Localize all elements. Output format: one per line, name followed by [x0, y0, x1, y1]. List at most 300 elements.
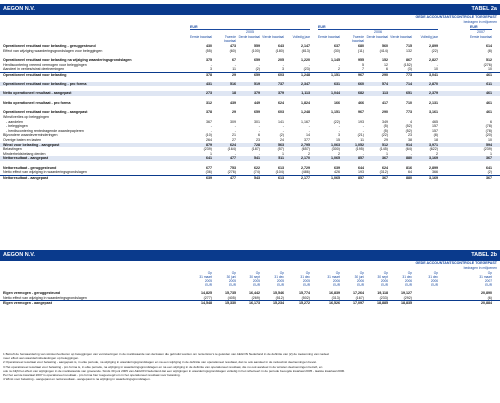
column-header-line: EUR — [431, 283, 438, 287]
row-label: - beleggingen — [6, 124, 28, 129]
company-name: AEGON N.V. — [3, 6, 35, 12]
table-cell: 622 — [254, 165, 260, 170]
table-cell: (164) — [227, 147, 236, 152]
table-cell: 290 — [382, 110, 388, 115]
table-cell: (414) — [379, 48, 388, 53]
table-cell: 15,774 — [299, 291, 310, 295]
table-cell: (300) — [331, 147, 340, 152]
table-cell: 603 — [278, 110, 284, 115]
table-cell: 15,546 — [273, 291, 284, 295]
table-cell: 3,169 — [429, 156, 438, 161]
table-cell: - — [282, 62, 284, 67]
table-cell: 29 — [384, 137, 388, 142]
table-cell: 21 — [232, 133, 236, 138]
table-cell: 38 — [408, 137, 412, 142]
table-cell: 367 — [486, 176, 492, 181]
table-cell: 378 — [206, 110, 212, 115]
table-cell: 955 — [358, 58, 364, 63]
table-cell: 367 — [382, 156, 388, 161]
table-cell: 624 — [278, 100, 284, 105]
table-cell: 1,824 — [301, 100, 310, 105]
table-cell: (195) — [355, 147, 364, 152]
table-cell: 477 — [230, 176, 236, 181]
table-cell: 20,890 — [481, 291, 492, 295]
row-label: Netto effect van wijziging in waarderingsgrondslagen — [3, 295, 87, 300]
table-cell: 377 — [304, 137, 310, 142]
table-title: GEDE ACCOUNTANTSCONTROLE TOEGEPAST — [415, 15, 497, 19]
table-cell: 816 — [406, 165, 412, 170]
table-cell: 682 — [358, 91, 364, 96]
table-cell: (239) — [483, 147, 492, 152]
table-cell: 15,272 — [299, 301, 310, 306]
table-cell: 613 — [278, 176, 284, 181]
column-header: Eerste kwartaal — [190, 35, 212, 39]
table-cell: 880 — [406, 156, 412, 161]
table-cell: (5) — [383, 124, 388, 129]
table-cell: 559 — [254, 44, 260, 48]
column-header-line: 30 sept — [377, 275, 388, 279]
column-header — [318, 271, 340, 287]
table-a-subheading — [0, 15, 500, 25]
table-cell: (8) — [433, 133, 438, 138]
column-header-line: Op — [305, 271, 310, 275]
table-cell: 16,442 — [249, 291, 260, 295]
table-cell: 426 — [334, 170, 340, 175]
table-cell: - — [234, 124, 236, 129]
table-cell: 512 — [486, 58, 492, 63]
table-cell: 7 — [362, 67, 364, 72]
table-cell: 309 — [230, 119, 236, 124]
table-cell: 312 — [206, 100, 212, 105]
table-cell: 64 — [408, 170, 412, 175]
unit-note: bedragen in miljoenen — [463, 266, 497, 270]
column-header-line: 2005 — [302, 279, 310, 283]
row-label: - herdiscontering rentedragende waardepapieren — [6, 128, 84, 133]
table-cell: (10) — [205, 133, 212, 138]
table-a-header — [0, 4, 500, 15]
year-label: 2005 — [246, 30, 254, 34]
column-header-line: 2006 — [332, 279, 340, 283]
table-cell: (502) — [301, 295, 310, 300]
table-cell: 461 — [486, 110, 492, 115]
table-cell: 1 — [282, 151, 284, 156]
table-cell: 461 — [486, 91, 492, 96]
table-cell: - — [234, 128, 236, 133]
table-cell: (2) — [255, 67, 260, 72]
table-cell: 857 — [358, 156, 364, 161]
table-cell: 728 — [254, 142, 260, 147]
table-cell: - — [258, 124, 260, 129]
table-cell: - — [210, 128, 212, 133]
column-header — [342, 271, 364, 287]
table-cell: 651 — [406, 91, 412, 96]
table-cell: - — [210, 62, 212, 67]
table-cell: 141 — [278, 119, 284, 124]
table-cell: (292) — [403, 295, 412, 300]
row-label: Operationeel resultaat voor belasting - geruggesteund — [3, 44, 96, 48]
row-label: Operationeel resultaat voor belasting - pro forma — [3, 81, 87, 86]
column-header-line: EUR — [277, 283, 284, 287]
footnote-line: Per het eerste kwartaal 2007 is operationeel resultaat - pro forma hier toegevoegd om in het operationeel resultaat voor belasting. — [3, 373, 181, 378]
table-cell: 857 — [358, 176, 364, 181]
table-cell: 641 — [206, 156, 212, 161]
column-header-line: 2005 — [228, 279, 236, 283]
table-cell: (486) — [301, 170, 310, 175]
table-cell: 113 — [382, 91, 388, 96]
row-label: Winst voor belasting - aangepast — [3, 142, 60, 147]
table-cell: 367 — [486, 156, 492, 161]
table-cell: 379 — [254, 91, 260, 96]
table-cell: 3 — [282, 67, 284, 72]
table-cell: 14,548 — [201, 301, 212, 306]
row-label: Netto operationeel resultaat - pro forma — [3, 100, 71, 105]
footnote-line: 3 Het operationeel resultaat voor belasting - pro forma is, in elke periode, na wijziging in waarderingsgrondslagen en na een wijziging in de definitie van operationeel resultaat, die nu ook aandeel in de winsten deelnemingen betreft, en — [3, 364, 323, 369]
table-cell: (512) — [275, 295, 284, 300]
table-cell: 461 — [486, 100, 492, 105]
column-header-line: Op — [279, 271, 284, 275]
table-title: GEDE ACCOUNTANTSCONTROLE TOEGEPAST — [415, 261, 497, 265]
table-cell: 1 — [490, 151, 492, 156]
table-cell: 1,065 — [331, 176, 340, 181]
table-cell: 205 — [278, 58, 284, 63]
row-label: Nettoresultaat - aangepast — [3, 176, 49, 181]
column-header-line: 2006 — [404, 279, 412, 283]
table-cell: 19,118 — [377, 291, 388, 295]
table-cell: 1 — [210, 151, 212, 156]
table-cell: 773 — [406, 72, 412, 77]
table-cell: 714 — [406, 81, 412, 86]
table-cell: (30) — [333, 48, 340, 53]
table-cell: - — [258, 128, 260, 133]
row-label: Herdiscontering vreemd vermogen voor beleggingen — [3, 62, 87, 67]
table-cell: (55) — [205, 48, 212, 53]
table-cell: 461 — [486, 72, 492, 77]
column-header — [214, 271, 236, 287]
table-cell: 367 — [382, 176, 388, 181]
column-header-line: EUR — [381, 283, 388, 287]
footnote-line: ook nu blijft het effect van wijzigingen in de marktwaarde van groeiende. Sinds 30 juni 2005 van AEGON Nederland dat een wijzigingen in waarderingsgrondslagen volledig in het reflecteert in de periode beoogde kwartaal 2005 - laatste kwartaal 2006. — [3, 368, 346, 373]
table-cell: 1,248 — [301, 72, 310, 77]
table-cell: 273 — [206, 91, 212, 96]
table-cell: 166 — [334, 100, 340, 105]
row-label: Aandeel in verlies/winst deelnemingen — [3, 67, 65, 72]
column-header-row — [0, 271, 500, 291]
table-cell: 753 — [230, 165, 236, 170]
table-cell: 516 — [230, 81, 236, 86]
table-cell: 680 — [358, 44, 364, 48]
table-a-section — [0, 4, 500, 180]
column-header: Derde kwartaal — [238, 35, 260, 39]
table-cell: 1,151 — [331, 72, 340, 77]
table-cell: 914 — [406, 142, 412, 147]
table-cell: 15,234 — [273, 301, 284, 306]
table-cell: 644 — [358, 165, 364, 170]
column-header — [190, 271, 212, 287]
table-cell: - — [234, 151, 236, 156]
table-cell: - — [308, 62, 310, 67]
table-cell: 4 — [410, 119, 412, 124]
table-cell: 624 — [382, 165, 388, 170]
table-cell: 1,113 — [301, 91, 310, 96]
table-cell: 367 — [206, 119, 212, 124]
currency-label: EUR — [190, 25, 198, 29]
table-cell: 659 — [254, 110, 260, 115]
column-header-line: 2006 — [380, 279, 388, 283]
table-cell: 431 — [206, 81, 212, 86]
table-label: TABEL 2a — [471, 6, 497, 12]
table-cell: (152) — [403, 62, 412, 67]
table-cell: (11) — [357, 48, 364, 53]
table-cell: 1 — [386, 151, 388, 156]
table-cell: 574 — [382, 81, 388, 86]
year-label: 2006 — [374, 30, 382, 34]
table-cell: 465 — [432, 119, 438, 124]
column-header-line: Op — [433, 271, 438, 275]
table-row — [0, 175, 500, 180]
table-row — [0, 300, 500, 305]
table-cell: 611 — [486, 81, 492, 86]
row-label: Bijzondere waardeverminderingen — [3, 133, 58, 138]
table-cell: (269) — [251, 295, 260, 300]
table-cell: (2) — [279, 133, 284, 138]
column-header-row — [0, 35, 500, 44]
table-cell: 20,884 — [481, 301, 492, 306]
table-cell: 152 — [382, 58, 388, 63]
column-header-line: EUR — [229, 283, 236, 287]
row-label: Belastingen — [3, 147, 22, 152]
table-cell: 2,347 — [301, 81, 310, 86]
table-b-section — [0, 250, 500, 305]
table-cell: 2,177 — [301, 176, 310, 181]
table-cell: 3,161 — [429, 110, 438, 115]
table-cell: 6 — [386, 67, 388, 72]
column-header: Volledig jaar — [292, 35, 310, 39]
row-label: Netto effect van wijziging in waarderingsgrondslagen — [3, 170, 87, 175]
column-header-line: 2005 — [276, 279, 284, 283]
table-cell: (36) — [205, 170, 212, 175]
table-cell: (22) — [381, 133, 388, 138]
table-cell: 10 — [488, 67, 492, 72]
table-cell: 560 — [382, 44, 388, 48]
table-cell: (312) — [379, 170, 388, 175]
column-header-line: 2007 — [484, 279, 492, 283]
column-header-line: 2005 — [252, 279, 260, 283]
table-cell: 519 — [254, 81, 260, 86]
table-cell: (22) — [431, 48, 438, 53]
table-cell: 378 — [206, 72, 212, 77]
column-header: Tweede kwartaal — [352, 35, 364, 43]
table-cell: - — [362, 128, 364, 133]
column-header-line: EUR — [405, 283, 412, 287]
table-cell: (167) — [355, 295, 364, 300]
table-cell: 639 — [334, 165, 340, 170]
column-header-line: EUR — [205, 283, 212, 287]
table-cell: 349 — [382, 119, 388, 124]
column-header-line: 31 maart — [199, 275, 212, 279]
table-cell: - — [282, 124, 284, 129]
table-cell: 15 — [336, 137, 340, 142]
row-label: Nettoresultaat - geruggesteund — [3, 165, 57, 170]
table-cell: 677 — [206, 165, 212, 170]
table-cell: 773 — [406, 110, 412, 115]
column-header — [238, 271, 260, 287]
table-cell: - — [308, 124, 310, 129]
table-cell: 16,173 — [249, 301, 260, 306]
table-a-body — [0, 44, 500, 180]
row-label: Eigen vermogen - geruggesteund — [3, 291, 61, 295]
table-b-header — [0, 250, 500, 261]
column-header-line: Op — [407, 271, 412, 275]
table-cell: 1,063 — [331, 142, 340, 147]
column-header-line: Op — [359, 271, 364, 275]
table-cell: - — [308, 128, 310, 133]
table-cell: (78) — [485, 124, 492, 129]
table-cell: (78) — [485, 128, 492, 133]
currency-label: EUR — [470, 25, 478, 29]
table-cell: 2,899 — [429, 44, 438, 48]
table-cell: 2,827 — [429, 58, 438, 63]
column-header — [416, 271, 438, 287]
table-cell: 2,379 — [429, 91, 438, 96]
table-cell: 10 — [488, 137, 492, 142]
table-cell: 2 — [338, 67, 340, 72]
table-label: TABEL 2b — [471, 252, 497, 258]
table-cell: 614 — [486, 44, 492, 48]
footnotes — [3, 352, 497, 381]
table-cell: 2 — [338, 151, 340, 156]
table-cell: 157 — [432, 128, 438, 133]
table-cell: 2,795 — [301, 142, 310, 147]
column-header-line: Op — [255, 271, 260, 275]
table-cell: 1,052 — [355, 142, 364, 147]
table-cell: 29 — [232, 110, 236, 115]
table-row — [0, 91, 500, 96]
table-cell: (57) — [277, 147, 284, 152]
row-label: Operationeel resultaat voor belasting - aangepast — [3, 110, 88, 115]
column-header-line: EUR — [333, 283, 340, 287]
row-label: Eigen vermogen - aangepast — [3, 301, 52, 306]
table-cell: - — [410, 151, 412, 156]
table-cell: 193 — [358, 170, 364, 175]
table-cell: 543 — [254, 176, 260, 181]
column-header — [390, 271, 412, 287]
table-cell: 3 — [210, 67, 212, 72]
table-cell: 16,839 — [329, 291, 340, 295]
table-cell: 17,264 — [353, 291, 364, 295]
table-cell: 737 — [278, 81, 284, 86]
table-cell: 15,735 — [225, 291, 236, 295]
footnote-line: 2 Operationeel resultaat voor belasting - aangepast is, in elke periode, na wijziging in waarderingsgrondslagen en na een wijziging in de definitie van operationeel resultaat, dat nu ook aandeel in de nettowinst deelnemingen bevat. — [3, 360, 317, 365]
table-cell: (60) — [229, 48, 236, 53]
table-cell: (52) — [405, 124, 412, 129]
table-cell: (5) — [383, 128, 388, 133]
table-cell: 1,151 — [331, 110, 340, 115]
table-cell: (313) — [331, 295, 340, 300]
table-cell: 2,899 — [429, 165, 438, 170]
table-cell: 563 — [278, 142, 284, 147]
row-label: Netto operationeel resultaat - aangepast — [3, 91, 72, 96]
column-header: Tweede kwartaal — [224, 35, 236, 43]
row-label: Nettoresultaat - aangepast — [3, 156, 49, 161]
column-header-line: 31 dec — [274, 275, 284, 279]
table-cell: 366 — [432, 170, 438, 175]
table-cell: 2,170 — [301, 156, 310, 161]
column-header-line: Op — [487, 271, 492, 275]
table-cell: (277) — [203, 295, 212, 300]
table-cell: 430 — [206, 44, 212, 48]
column-header-line: 31 dec — [300, 275, 310, 279]
table-cell: (2) — [487, 170, 492, 175]
column-header: Derde kwartaal — [366, 35, 388, 39]
column-header: Vierde kwartaal — [262, 35, 284, 39]
table-cell: 16,526 — [329, 301, 340, 306]
row-label: Minderheidsbelang derden — [3, 151, 46, 156]
table-cell: (100) — [251, 48, 260, 53]
table-b-subheading — [0, 261, 500, 271]
table-cell: 3,041 — [429, 72, 438, 77]
table-cell: 1,248 — [301, 110, 310, 115]
table-cell: 2,131 — [429, 100, 438, 105]
table-cell: - — [338, 124, 340, 129]
table-cell: 15,330 — [225, 301, 236, 306]
table-cell: (276) — [483, 62, 492, 67]
table-cell: 6 — [490, 119, 492, 124]
year-label: 2007 — [477, 30, 485, 34]
column-header-line: 2006 — [356, 279, 364, 283]
column-header-line: EUR — [253, 283, 260, 287]
table-cell: 19,127 — [401, 291, 412, 295]
table-cell: 17,097 — [353, 301, 364, 306]
table-cell: (180) — [275, 48, 284, 53]
table-cell: (239) — [203, 147, 212, 152]
table-cell: 710 — [406, 100, 412, 105]
table-cell: - — [436, 62, 438, 67]
column-header: Volledig jaar — [420, 35, 438, 39]
table-cell: 1,167 — [301, 119, 310, 124]
table-cell: 157 — [432, 124, 438, 129]
table-cell: (813) — [301, 48, 310, 53]
table-row — [0, 156, 500, 161]
table-cell: (405) — [227, 295, 236, 300]
table-cell: 23 — [408, 133, 412, 138]
table-cell: 637 — [334, 44, 340, 48]
table-cell: 603 — [278, 72, 284, 77]
row-label: - aandelen — [6, 119, 23, 124]
table-cell: - — [362, 124, 364, 129]
table-cell: 624 — [230, 142, 236, 147]
table-cell: 11 — [232, 67, 236, 72]
table-cell: 24 — [280, 137, 284, 142]
column-header: Eerste kwartaal — [470, 35, 492, 39]
table-cell: (104) — [275, 170, 284, 175]
table-cell: 375 — [206, 58, 212, 63]
column-header-line: 2005 — [204, 279, 212, 283]
table-cell: 29 — [232, 72, 236, 77]
table-cell: (276) — [227, 170, 236, 175]
table-cell: 2 — [436, 151, 438, 156]
table-cell: 879 — [206, 142, 212, 147]
table-row — [0, 49, 500, 54]
table-cell: 2,729 — [301, 165, 310, 170]
table-cell: 880 — [406, 176, 412, 181]
table-cell: 639 — [206, 176, 212, 181]
company-name: AEGON N.V. — [3, 252, 35, 258]
table-cell: 5 — [362, 62, 364, 67]
column-header — [262, 271, 284, 287]
table-cell: 477 — [230, 156, 236, 161]
table-cell: 715 — [406, 44, 412, 48]
table-cell: - — [210, 124, 212, 129]
